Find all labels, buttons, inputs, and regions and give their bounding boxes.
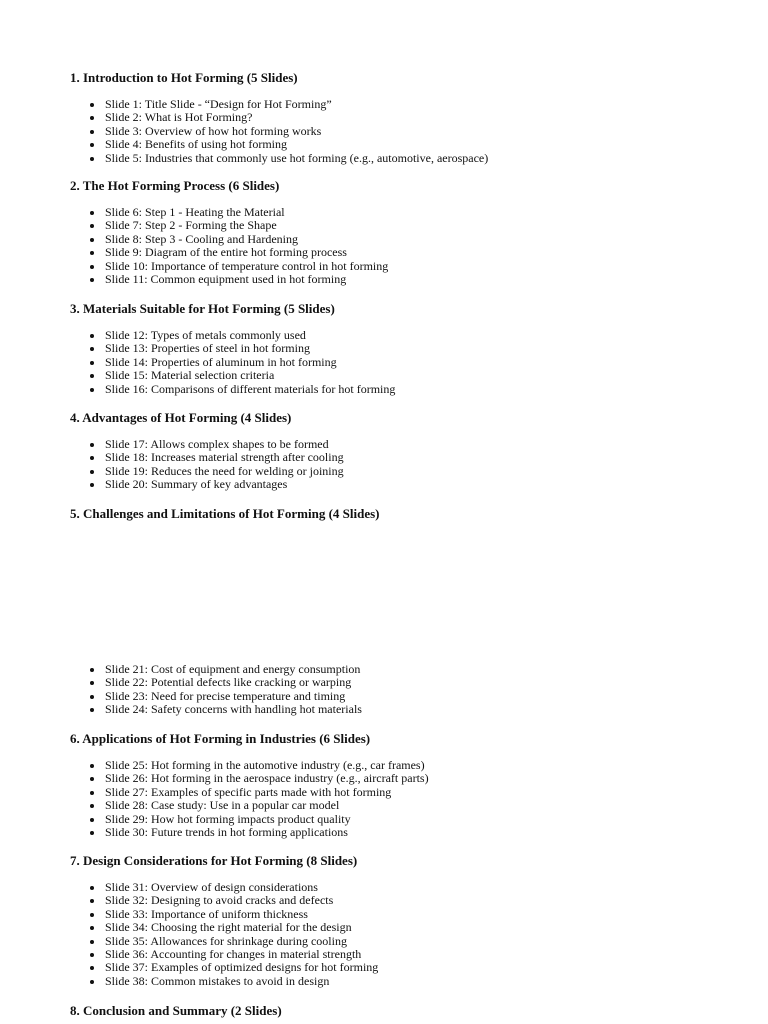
list-item: Slide 30: Future trends in hot forming applications [70, 826, 429, 839]
slide-list [70, 663, 362, 717]
list-item: Slide 18: Increases material strength after cooling [70, 451, 344, 464]
list-item: Slide 11: Common equipment used in hot forming [70, 273, 388, 286]
list-item: Slide 34: Choosing the right material for the design [70, 921, 378, 934]
list-item: Slide 27: Examples of specific parts made with hot forming [70, 786, 429, 799]
section-5 [70, 506, 730, 717]
list-item: Slide 24: Safety concerns with handling hot materials [70, 703, 362, 716]
list-item: Slide 32: Designing to avoid cracks and defects [70, 894, 378, 907]
list-item: Slide 4: Benefits of using hot forming [70, 138, 488, 151]
list-item: Slide 35: Allowances for shrinkage during cooling [70, 935, 378, 948]
list-item: Slide 12: Types of metals commonly used [70, 329, 395, 342]
list-item: Slide 14: Properties of aluminum in hot forming [70, 356, 395, 369]
section-heading: 6. Applications of Hot Forming in Industries (6 Slides) [70, 731, 371, 746]
list-item: Slide 3: Overview of how hot forming works [70, 125, 488, 138]
list-item: Slide 16: Comparisons of different materials for hot forming [70, 383, 395, 396]
section-heading: 7. Design Considerations for Hot Forming (8 Slides) [70, 853, 358, 868]
section-heading: 3. Materials Suitable for Hot Forming (5 Slides) [70, 301, 335, 316]
section-6 [70, 731, 730, 840]
slide-list [70, 98, 488, 165]
list-item: Slide 28: Case study: Use in a popular car model [70, 799, 429, 812]
list-item: Slide 21: Cost of equipment and energy consumption [70, 663, 362, 676]
list-item: Slide 13: Properties of steel in hot forming [70, 342, 395, 355]
list-item: Slide 9: Diagram of the entire hot forming process [70, 246, 388, 259]
list-item: Slide 23: Need for precise temperature and timing [70, 690, 362, 703]
list-item: Slide 17: Allows complex shapes to be formed [70, 438, 344, 451]
list-item: Slide 33: Importance of uniform thickness [70, 908, 378, 921]
list-item: Slide 22: Potential defects like cracking or warping [70, 676, 362, 689]
list-item: Slide 5: Industries that commonly use hot forming (e.g., automotive, aerospace) [70, 152, 488, 165]
list-item: Slide 6: Step 1 - Heating the Material [70, 206, 388, 219]
list-item: Slide 8: Step 3 - Cooling and Hardening [70, 233, 388, 246]
slide-list [70, 759, 429, 839]
list-item: Slide 26: Hot forming in the aerospace industry (e.g., aircraft parts) [70, 772, 429, 785]
section-1 [70, 70, 730, 165]
section-heading: 1. Introduction to Hot Forming (5 Slides) [70, 70, 298, 85]
list-item: Slide 38: Common mistakes to avoid in design [70, 975, 378, 988]
list-item: Slide 36: Accounting for changes in material strength [70, 948, 378, 961]
list-item: Slide 2: What is Hot Forming? [70, 111, 488, 124]
list-item: Slide 25: Hot forming in the automotive industry (e.g., car frames) [70, 759, 429, 772]
list-item: Slide 29: How hot forming impacts product quality [70, 813, 429, 826]
list-item: Slide 10: Importance of temperature control in hot forming [70, 260, 388, 273]
section-7 [70, 853, 730, 988]
section-8 [70, 1003, 730, 1019]
list-item: Slide 7: Step 2 - Forming the Shape [70, 219, 388, 232]
section-2 [70, 178, 730, 287]
section-heading: 4. Advantages of Hot Forming (4 Slides) [70, 410, 292, 425]
list-item: Slide 31: Overview of design considerations [70, 881, 378, 894]
section-heading: 5. Challenges and Limitations of Hot Forming (4 Slides) [70, 506, 380, 521]
section-3 [70, 301, 730, 396]
slide-list [70, 206, 388, 286]
list-item: Slide 19: Reduces the need for welding or joining [70, 465, 344, 478]
section-heading: 2. The Hot Forming Process (6 Slides) [70, 178, 280, 193]
list-item: Slide 37: Examples of optimized designs for hot forming [70, 961, 378, 974]
section-4 [70, 410, 730, 492]
slide-list [70, 438, 344, 492]
slide-list [70, 881, 378, 988]
list-item: Slide 20: Summary of key advantages [70, 478, 344, 491]
slide-list [70, 329, 395, 396]
section-heading: 8. Conclusion and Summary (2 Slides) [70, 1003, 282, 1018]
list-item: Slide 1: Title Slide - “Design for Hot Forming” [70, 98, 488, 111]
list-item: Slide 15: Material selection criteria [70, 369, 395, 382]
